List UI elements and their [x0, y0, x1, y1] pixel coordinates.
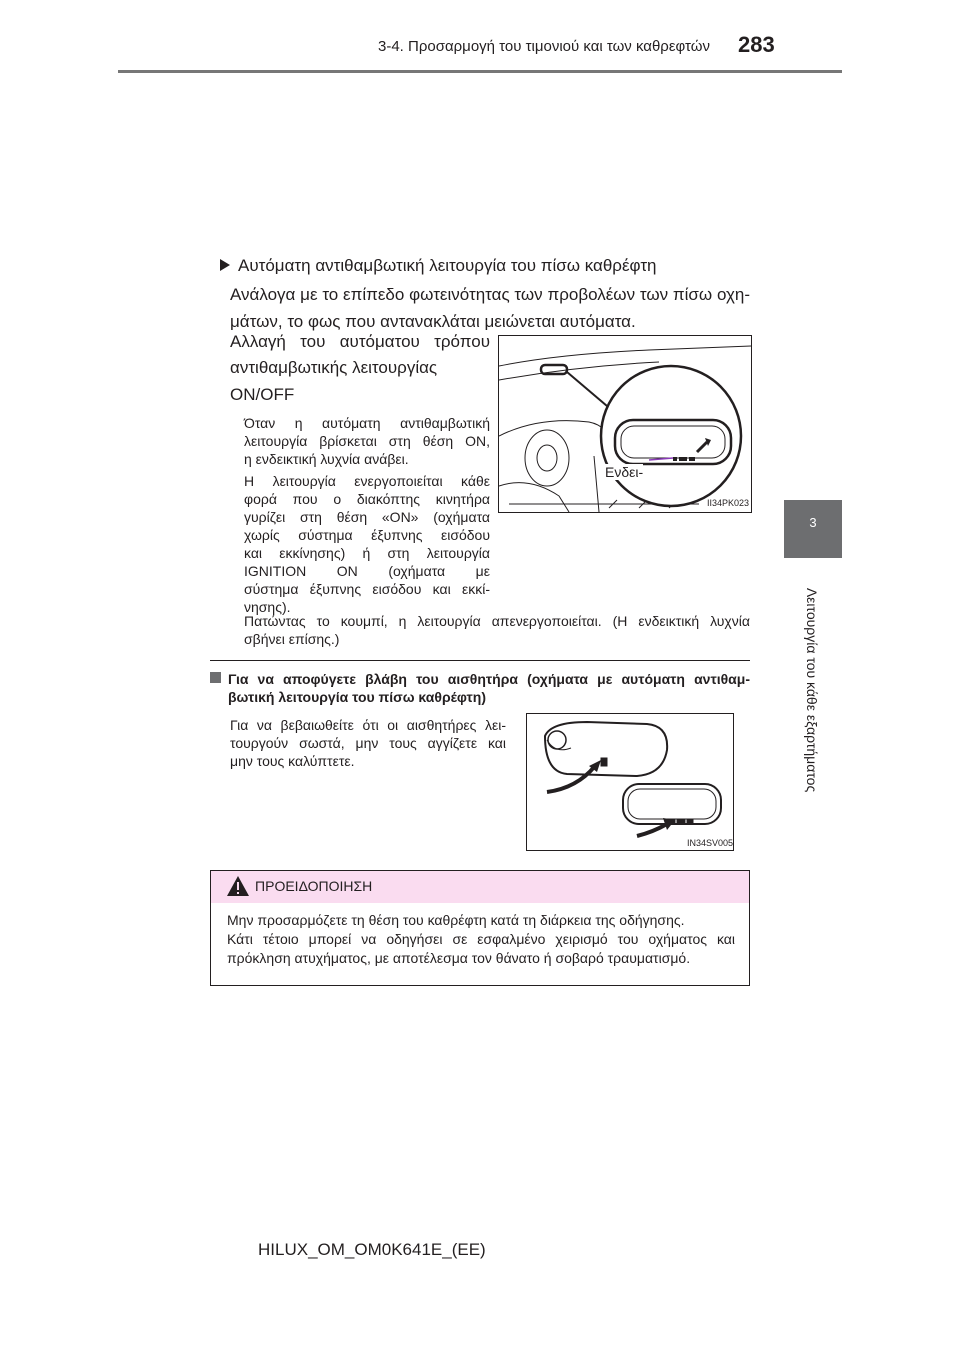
sensor-figure-code: IN34SV005: [687, 838, 734, 848]
header-rule: [118, 70, 842, 73]
document-code: HILUX_OM_OM0K641E_(EE): [258, 1240, 486, 1259]
page-number: 283: [738, 32, 775, 57]
section-title: 3-4. Προσαρμογή του τιμονιού και των καθρεφτών: [378, 38, 710, 55]
warning-title: ΠΡΟΕΙΔΟΠΟΙΗΣΗ: [255, 878, 373, 894]
sensor-body-line-1: Για να βεβαιωθείτε ότι οι αισθητήρες λει-: [230, 717, 506, 733]
warning-header: [211, 871, 749, 903]
note-on-line-3: η ενδεικτική λυχνία ανάβει.: [244, 451, 409, 467]
sensor-body-line-3: μην τους καλύπτετε.: [230, 753, 355, 769]
figure-code: II34PK023: [707, 498, 750, 508]
note-press-line-1: Πατώντας το κουμπί, η λειτουργία απενεργοποιείται. (Η ενδεικτική λυχνία: [244, 613, 750, 629]
note-on-line-2: λειτουργία βρίσκεται στη θέση ON,: [244, 433, 490, 449]
section-divider: [210, 660, 750, 661]
switch-title-line-1: Αλλαγή του αυτόματου τρόπου: [230, 332, 490, 351]
sensor-figure: [526, 713, 734, 851]
warning-triangle-icon: [227, 876, 249, 896]
note-on-line-1: Όταν η αυτόματη αντιθαμβωτική: [244, 415, 490, 431]
sensor-illustration: [527, 714, 733, 850]
note-activate-line-7: σύστημα έξυπνης εισόδου και εκκί-: [244, 581, 490, 597]
mirror-cabin-figure: [498, 335, 752, 513]
switch-title-line-3: ON/OFF: [230, 385, 295, 404]
intro-line-2: μάτων, το φως που αντανακλάται μειώνεται αυτόματα.: [230, 312, 636, 331]
note-activate-line-8: νησης).: [244, 599, 291, 615]
sensor-heading-line-1: Για να αποφύγετε βλάβη του αισθητήρα (οχήματα με αυτόματη αντιθαμ-: [228, 671, 750, 687]
switch-title-line-2: αντιθαμβωτικής λειτουργίας: [230, 358, 438, 377]
warning-body: [227, 911, 735, 968]
mirror-cabin-illustration: [499, 336, 751, 512]
warning-line-1: Μην προσαρμόζετε τη θέση του καθρέφτη κατά τη διάρκεια της οδήγησης.: [227, 912, 685, 928]
chapter-side-title-text: Λειτουργία του κάθε εξαρτήματος: [804, 587, 820, 793]
triangle-bullet-icon: [220, 259, 230, 271]
note-activate-line-5: και εκκίνησης) ή στη λειτουργία: [244, 545, 490, 561]
section-heading: Αυτόματη αντιθαμβωτική λειτουργία του πίσω καθρέφτη: [238, 256, 657, 275]
note-press-line-2: σβήνει επίσης.): [244, 631, 340, 647]
note-activate-line-4: χωρίς σύστημα έξυπνης εισόδου: [244, 527, 490, 543]
warning-line-2: Κάτι τέτοιο μπορεί να οδηγήσει σε εσφαλμένο χειρισμό του οχήματος και: [227, 931, 735, 947]
sensor-body-line-2: τουργούν σωστά, μην τους αγγίζετε και: [230, 735, 506, 751]
square-bullet-icon: [210, 672, 221, 683]
note-activate-line-1: Η λειτουργία ενεργοποιείται κάθε: [244, 473, 490, 489]
warning-line-3: πρόκληση ατυχήματος, με αποτέλεσμα τον θάνατο ή σοβαρό τραυματισμό.: [227, 950, 691, 966]
note-activate-line-2: φορά που ο διακόπτης κινητήρα: [244, 491, 490, 507]
note-activate-line-6: IGNITION ON (οχήματα με: [244, 563, 490, 579]
warning-box: [210, 870, 750, 986]
chapter-side-title: [800, 575, 824, 805]
chapter-number: 3: [809, 515, 817, 530]
note-activate-line-3: γυρίζει στη θέση «ON» (οχήματα: [244, 509, 490, 525]
intro-line-1: Ανάλογα με το επίπεδο φωτεινότητας των προβολέων των πίσω οχη-: [230, 285, 750, 304]
indicator-callout: Ενδει-: [605, 464, 644, 480]
sensor-heading-line-2: βωτική λειτουργία του πίσω καθρέφτη): [228, 689, 487, 705]
